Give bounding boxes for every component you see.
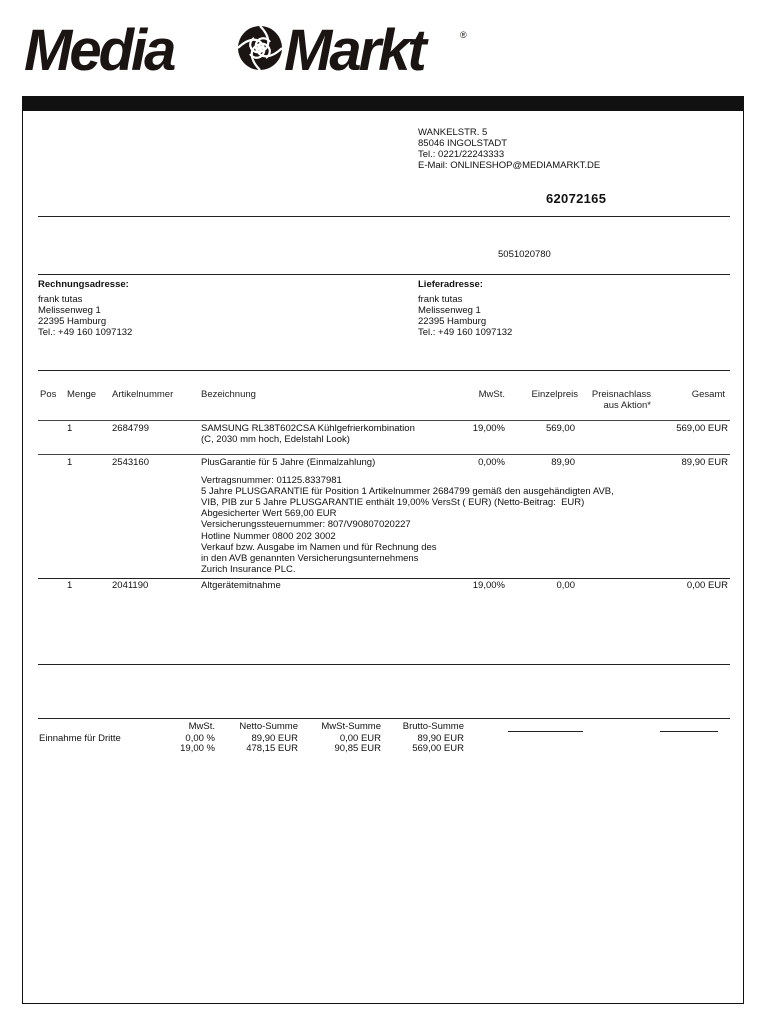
row-vat: 0,00% xyxy=(478,457,505,468)
row-vat: 19,00% xyxy=(472,423,505,434)
row-qty: 1 xyxy=(67,457,73,468)
row-description: Altgerätemitnahme xyxy=(201,580,281,591)
col-header-unit-price: Einzelpreis xyxy=(531,389,578,400)
media-markt-logo xyxy=(22,20,472,78)
row-unit-price: 569,00 xyxy=(545,423,575,434)
summary-vat-sum: 90,85 EUR xyxy=(334,743,381,754)
divider xyxy=(38,578,730,579)
row-description: PlusGarantie für 5 Jahre (Einmalzahlung) xyxy=(201,457,376,468)
billing-street: Melissenweg 1 xyxy=(38,305,101,316)
store-address xyxy=(418,127,600,171)
row-hotline: Hotline Nummer 0800 202 3002 Verkauf bzw. Ausgabe im Namen und für Rechnung des in den AVB genannten Versicherungsunternehmens Zurich Insurance PLC. xyxy=(201,531,437,575)
divider xyxy=(38,454,730,455)
signature-line xyxy=(508,731,583,732)
summary-gross: 569,00 EUR xyxy=(412,743,464,754)
col-header-qty: Menge xyxy=(67,389,97,400)
row-total: 569,00 EUR xyxy=(676,423,728,434)
signature-line xyxy=(660,731,718,732)
col-header-article: Artikelnummer xyxy=(112,389,174,400)
shipping-heading: Lieferadresse: xyxy=(418,279,483,290)
billing-address xyxy=(38,279,132,338)
col-header-vat: MwSt. xyxy=(478,389,505,400)
shipping-street: Melissenweg 1 xyxy=(418,305,481,316)
shipping-tel: Tel.: +49 160 1097132 xyxy=(418,327,513,338)
col-header-total: Gesamt xyxy=(691,389,725,400)
divider xyxy=(38,664,730,665)
col-header-discount: Preisnachlass aus Aktion* xyxy=(591,389,651,411)
summary-vat-sum: 0,00 EUR xyxy=(339,733,381,744)
store-tel: Tel.: 0221/22243333 xyxy=(418,149,505,160)
row-article: 2041190 xyxy=(112,580,149,591)
header-bar xyxy=(22,96,744,111)
swirl-icon xyxy=(238,26,282,70)
summary-net: 478,15 EUR xyxy=(246,743,298,754)
store-street: WANKELSTR. 5 xyxy=(418,127,488,138)
document-number: 62072165 xyxy=(546,191,607,206)
shipping-address xyxy=(418,279,512,338)
row-description: SAMSUNG RL38T602CSA Kühlgefrierkombination (C, 2030 mm hoch, Edelstahl Look) xyxy=(201,423,415,445)
divider xyxy=(38,718,730,719)
row-total: 89,90 EUR xyxy=(681,457,728,468)
billing-name: frank tutas xyxy=(38,294,83,305)
divider xyxy=(38,274,730,275)
row-total: 0,00 EUR xyxy=(686,580,728,591)
store-city: 85046 INGOLSTADT xyxy=(418,138,508,149)
svg-text:Markt: Markt xyxy=(284,20,424,78)
row-qty: 1 xyxy=(67,580,73,591)
store-email: E-Mail: ONLINESHOP@MEDIAMARKT.DE xyxy=(418,160,601,171)
summary-header-gross: Brutto-Summe xyxy=(402,721,464,732)
summary-header-vat-sum: MwSt-Summe xyxy=(321,721,381,732)
summary-vat: 19,00 % xyxy=(180,743,215,754)
row-unit-price: 0,00 xyxy=(556,580,575,591)
summary-vat: 0,00 % xyxy=(185,733,215,744)
divider xyxy=(38,216,730,217)
summary-gross: 89,90 EUR xyxy=(417,733,464,744)
row-article: 2684799 xyxy=(112,423,149,434)
svg-text:Media: Media xyxy=(24,20,174,78)
svg-text:®: ® xyxy=(460,30,467,40)
customer-number: 5051020780 xyxy=(498,249,551,260)
summary-net: 89,90 EUR xyxy=(251,733,298,744)
billing-tel: Tel.: +49 160 1097132 xyxy=(38,327,133,338)
row-article: 2543160 xyxy=(112,457,149,468)
billing-city: 22395 Hamburg xyxy=(38,316,107,327)
summary-label: Einnahme für Dritte xyxy=(39,733,121,744)
row-qty: 1 xyxy=(67,423,73,434)
divider xyxy=(38,370,730,371)
row-vat: 19,00% xyxy=(472,580,505,591)
shipping-name: frank tutas xyxy=(418,294,463,305)
summary-header-vat: MwSt. xyxy=(188,721,215,732)
row-unit-price: 89,90 xyxy=(551,457,575,468)
col-header-description: Bezeichnung xyxy=(201,389,256,400)
shipping-city: 22395 Hamburg xyxy=(418,316,487,327)
row-details: Vertragsnummer: 01125.8337981 5 Jahre PLUSGARANTIE für Position 1 Artikelnummer 2684799 gemäß den ausgehändigten AVB, VIB, PIB zur 5 Jahre PLUSGARANTIE enthält 19,00% VersSt ( EUR) (Netto-Beitrag: EUR) Abgesicherter Wert 569,00 EUR Versicherungssteuernummer: 807/V90807020227 xyxy=(201,475,614,530)
col-header-pos: Pos xyxy=(40,389,57,400)
billing-heading: Rechnungsadresse: xyxy=(38,279,129,290)
divider xyxy=(38,420,730,421)
summary-header-net: Netto-Summe xyxy=(239,721,298,732)
